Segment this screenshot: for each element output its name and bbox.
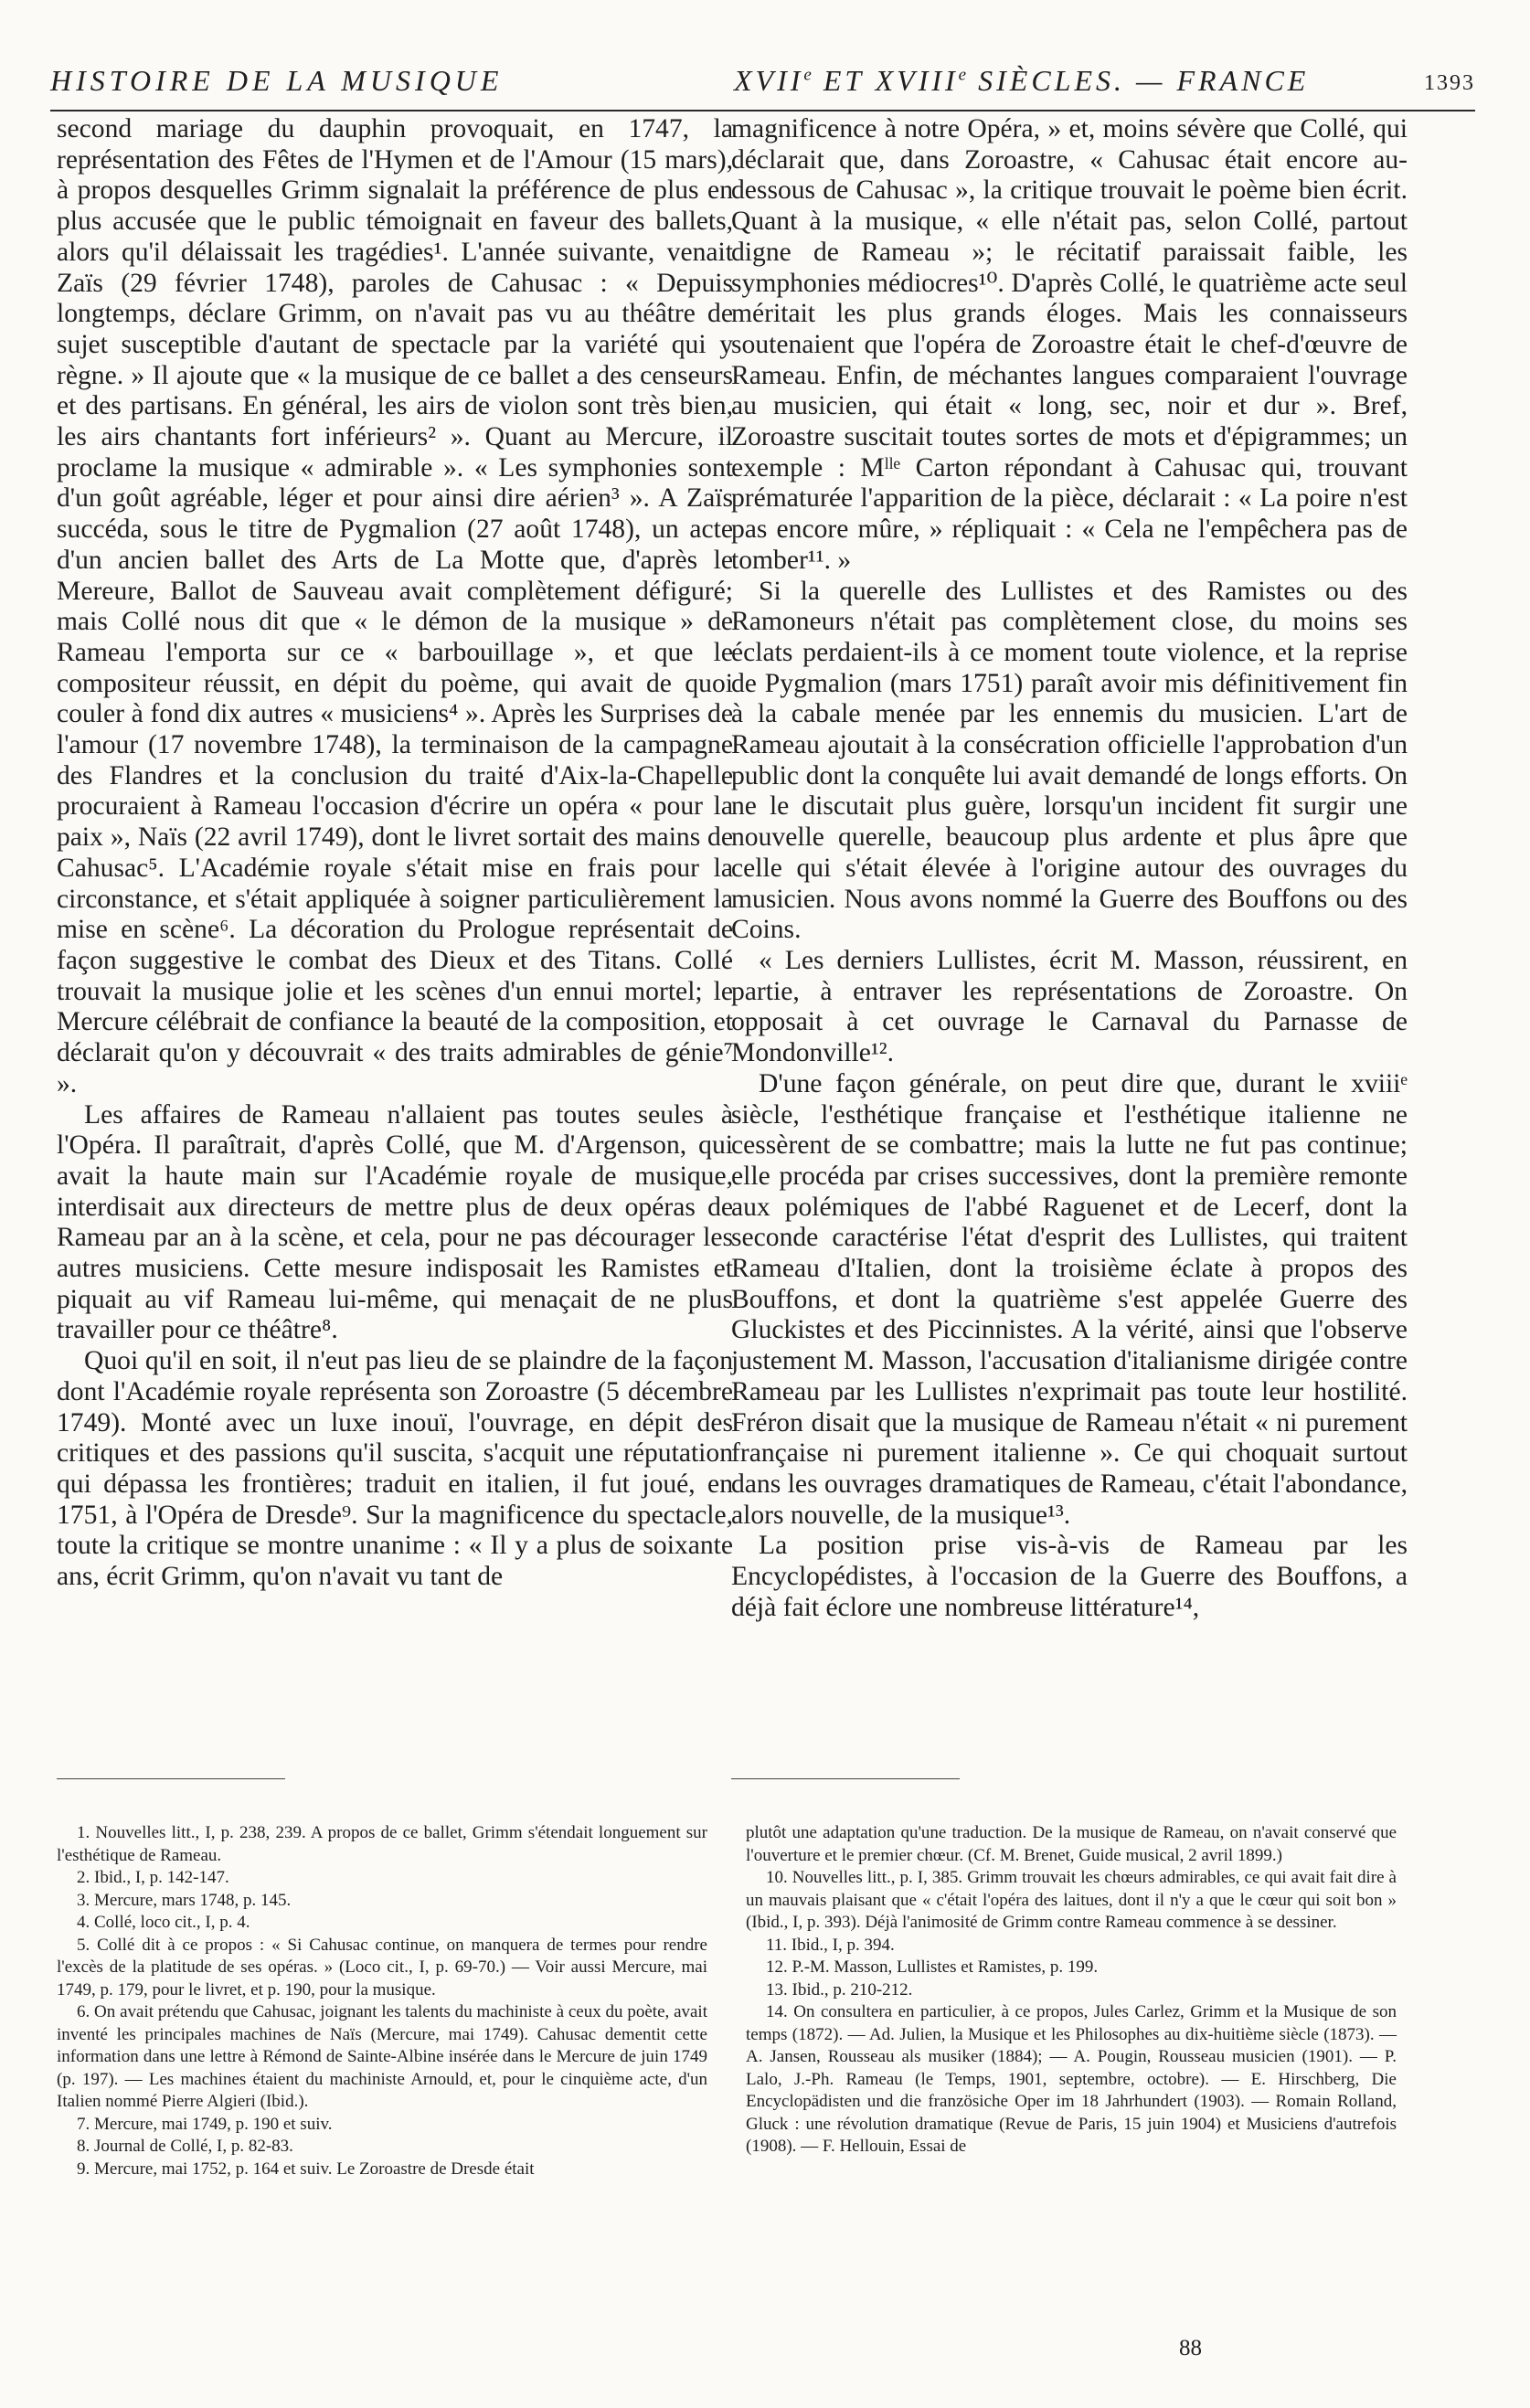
footnote: 7. Mercure, mai 1749, p. 190 et suiv. <box>77 2114 333 2134</box>
left-column <box>57 114 733 1593</box>
footnote: 10. Nouvelles litt., p. I, 385. Grimm trouvait les chœurs admirables, ce qui avait fait dire à un mauvais plaisant que « c'était l'opéra des laitues, dont il n'y a que le cœur qui soit bon » (Ibid., I, p. 393). Déjà l'animosité de Grimm contre Rameau commence à se dessiner. <box>746 1868 1397 1932</box>
paragraph: second mariage du dauphin provoquait, en 1747, la représentation des Fêtes de l'Hymen et de l'Amour (15 mars), à propos desquelles Grimm signalait la préférence de plus en plus accusée que le public témoignait en faveur des ballets, alors qu'il délaissait les tragédies¹. L'année suivante, venait Zaïs (29 février 1748), paroles de Cahusac : « Depuis longtemps, déclare Grimm, on n'avait pas vu au théâtre de sujet susceptible d'autant de spectacle par la variété qui y règne. » Il ajoute que « la musique de ce ballet a des censeurs et des partisans. En général, les airs de violon sont très bien, les airs chantants fort inférieurs² ». Quant au Mercure, il proclame la musique « admirable ». « Les symphonies sont d'un goût agréable, léger et pour ainsi dire aérien³ ». A Zaïs succéda, sous le titre de Pygmalion (27 août 1748), un acte d'un ancien ballet des Arts de La Motte que, d'après le Mereure, Ballot de Sauveau avait complètement défiguré; mais Collé nous dit que « le démon de la musique » de Rameau l'emporta sur ce « barbouillage », et que le compositeur réussit, en dépit du poème, qui avait de quoi couler à fond dix autres « musiciens⁴ ». Après les Surprises de l'amour (17 novembre 1748), la terminaison de la campagne des Flandres et la conclusion du traité d'Aix-la-Chapelle procuraient à Rameau l'occasion d'écrire un opéra « pour la paix », Naïs (22 avril 1749), dont le livret sortait des mains de Cahusac⁵. L'Académie royale s'était mise en frais pour la circonstance, et s'était appliquée à soigner particulièrement la mise en scène⁶. La décoration du Prologue représentait de façon suggestive le combat des Dieux et des Titans. Collé trouvait la musique jolie et les scènes d'un ennui mortel; le Mercure célébrait de confiance la beauté de la composition, et déclarait qu'on y découvrait « des traits admirables de génie⁷ ». <box>57 114 733 1098</box>
footnote: 6. On avait prétendu que Cahusac, joignant les talents du machiniste à ceux du poète, avait inventé les principales machines de Naïs (Mercure, mai 1749). Cahusac dementit cette information dans une lettre à Rémond de Sainte-Albine insérée dans le Mercure de juin 1749 (p. 197). — Les machines étaient du machiniste Arnould, et, pour le cinquième acte, d'un Italien nommé Pierre Algieri (Ibid.). <box>57 2002 707 2111</box>
footnote-rule <box>57 1778 285 1779</box>
footnote: 12. P.-M. Masson, Lullistes et Ramistes, p. 199. <box>766 1957 1099 1977</box>
footnote: 4. Collé, loco cit., I, p. 4. <box>77 1913 250 1932</box>
folio-number: 88 <box>1179 2336 1202 2360</box>
footnote-rule <box>731 1778 960 1779</box>
paragraph: Quoi qu'il en soit, il n'eut pas lieu de se plaindre de la façon dont l'Académie royale représenta son Zoroastre (5 décembre 1749). Monté avec un luxe inouï, l'ouvrage, en dépit des critiques et des passions qu'il suscita, s'acquit une réputation qui dépassa les frontières; traduit en italien, il fut joué, en 1751, à l'Opéra de Dresde⁹. Sur la magnificence du spectacle, toute la critique se montre unanime : « Il y a plus de soixante ans, écrit Grimm, qu'on n'avait vu tant de <box>57 1346 733 1592</box>
paragraph: magnificence à notre Opéra, » et, moins sévère que Collé, qui déclarait que, dans Zoroastre, « Cahusac était encore au-dessous de Cahusac », la critique trouvait le poème bien écrit. Quant à la musique, « elle n'était pas, selon Collé, partout digne de Rameau »; le récitatif paraissait faible, les symphonies médiocres¹⁰. D'après Collé, le quatrième acte seul méritait les plus grands éloges. Mais les connaisseurs soutenaient que l'opéra de Zoroastre était le chef-d'œuvre de Rameau. Enfin, de méchantes langues comparaient l'ouvrage au musicien, qui était « long, sec, noir et dur ». Bref, Zoroastre suscitait toutes sortes de mots et d'épigrammes; un exemple : Mˡˡᵉ Carton répondant à Cahusac qui, trouvant prématurée l'apparition de la pièce, déclarait : « La poire n'est pas encore mûre, » répliquait : « Cela ne l'empêchera pas de tomber¹¹. » <box>731 114 1408 575</box>
footnote: plutôt une adaptation qu'une traduction. De la musique de Rameau, on n'avait conservé que l'ouverture et le premier chœur. (Cf. M. Brenet, Guide musical, 2 avril 1899.) <box>746 1823 1397 1865</box>
footnote: 14. On consultera en particulier, à ce propos, Jules Carlez, Grimm et la Musique de son temps (1872). — Ad. Julien, la Musique et les Philosophes au dix-huitième siècle (1873). — A. Jansen, Rousseau als musiker (1884); — A. Pougin, Rousseau musicien (1901). — P. Lalo, J.-Ph. Rameau (le Temps, 1901, septembre, octobre). — E. Hirschberg, Die Encyclopädisten und die französiche Oper im 18 Jahrhundert (1903). — Romain Rolland, Gluck : une révolution dramatique (Revue de Paris, 15 juin 1904) et Musiciens d'autrefois (1908). — F. Hellouin, Essai de <box>746 2002 1397 2156</box>
paragraph: Les affaires de Rameau n'allaient pas toutes seules à l'Opéra. Il paraîtrait, d'après Collé, que M. d'Argenson, qui avait la haute main sur l'Académie royale de musique, interdisait aux directeurs de mettre plus de deux opéras de Rameau par an à la scène, et cela, pour ne pas décourager les autres musiciens. Cette mesure indisposait les Ramistes et piquait au vif Rameau lui-même, qui menaçait de ne plus travailler pour ce théâtre⁸. <box>57 1099 733 1345</box>
running-head <box>50 64 1475 111</box>
footnote: 5. Collé dit à ce propos : « Si Cahusac continue, on manquera de termes pour rendre l'excès de la platitude de ses opéras. » (Loco cit., I, p. 69-70.) — Voir aussi Mercure, mai 1749, p. 179, pour le livret, et p. 190, pour la musique. <box>57 1935 707 2000</box>
footnote: 3. Mercure, mars 1748, p. 145. <box>77 1890 292 1910</box>
paragraph: La position prise vis-à-vis de Rameau par les Encyclopédistes, à l'occasion de la Guerre des Bouffons, a déjà fait éclore une nombreuse littérature¹⁴, <box>731 1531 1408 1622</box>
footnote: 13. Ibid., p. 210-212. <box>766 1979 913 2000</box>
footnote: 11. Ibid., I, p. 394. <box>766 1935 895 1955</box>
footnote: 2. Ibid., I, p. 142-147. <box>77 1868 229 1887</box>
footnote: 9. Mercure, mai 1752, p. 164 et suiv. Le Zoroastre de Dresde était <box>77 2159 535 2179</box>
footnotes-left <box>57 1822 707 2180</box>
paragraph: Si la querelle des Lullistes et des Ramistes ou des Ramoneurs n'était pas complètement close, du moins ses éclats perdaient-ils à ce moment toute violence, et la reprise de Pygmalion (mars 1751) paraît avoir mis définitivement fin à la cabale menée par les ennemis du musicien. L'art de Rameau ajoutait à la consécration officielle l'approbation d'un public dont la conquête lui avait demandé de longs efforts. On ne le discutait plus guère, lorsqu'un incident fit surgir une nouvelle querelle, beaucoup plus ardente et plus âpre que celle qui s'était élevée à l'origine autour des ouvrages du musicien. Nous avons nommé la Guerre des Bouffons ou des Coins. <box>731 576 1408 945</box>
footnotes-right <box>746 1822 1397 2159</box>
page-number: 1393 <box>1424 71 1475 95</box>
paragraph: « Les derniers Lullistes, écrit M. Masson, réussirent, en partie, à entraver les représentations de Zoroastre. On opposait à cet ouvrage le Carnaval du Parnasse de Mondonville¹². <box>731 945 1408 1068</box>
running-head-section: XVIIe ET XVIIIe SIÈCLES. — FRANCE <box>734 64 1310 97</box>
right-column <box>731 114 1408 1623</box>
footnote: 8. Journal de Collé, I, p. 82-83. <box>77 2137 293 2156</box>
paragraph: D'une façon générale, on peut dire que, durant le xviiiᵉ siècle, l'esthétique française et l'esthétique italienne ne cessèrent de se combattre; mais la lutte ne fut pas continue; elle procéda par crises successives, dont la première remonte aux polémiques de l'abbé Raguenet et de Lecerf, dont la seconde caractérise l'état d'esprit des Lullistes, qui traitent Rameau d'Italien, dont la troisième éclate à propos des Bouffons, et dont la quatrième s'est appelée Guerre des Gluckistes et des Piccinnistes. A la vérité, ainsi que l'observe justement M. Masson, l'accusation d'italianisme dirigée contre Rameau par les Lullistes n'exprimait pas toute leur hostilité. Fréron disait que la musique de Rameau n'était « ni purement française ni purement italienne ». Ce qui choquait surtout dans les ouvrages dramatiques de Rameau, c'était l'abondance, alors nouvelle, de la musique¹³. <box>731 1068 1408 1530</box>
running-head-title: HISTOIRE DE LA MUSIQUE <box>50 64 504 97</box>
footnote: 1. Nouvelles litt., I, p. 238, 239. A propos de ce ballet, Grimm s'étendait longuement sur l'esthétique de Rameau. <box>57 1823 707 1865</box>
